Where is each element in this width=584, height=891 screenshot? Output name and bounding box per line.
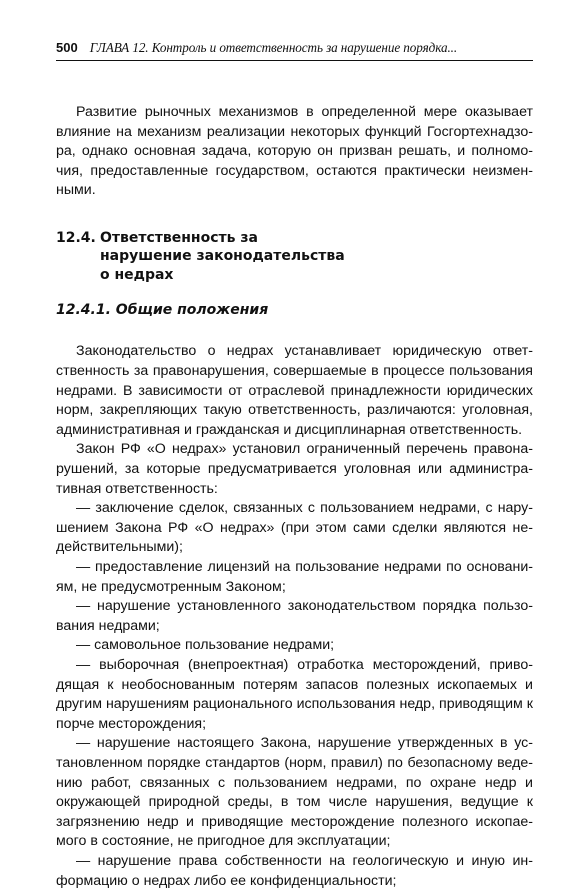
list-item: — нарушение права собственности на геологическую и иную информацию о недрах либо ее конфиденциальности; [56, 852, 533, 889]
book-page [56, 40, 533, 891]
running-header [56, 40, 533, 61]
list-item: — нарушение настоящего Закона, нарушение утвержденных в установленном порядке стандартов (норм, правил) по безопасному ведению работ, связанных с пользованием недрами, по охране недр и окружающей природной среды, в том числе нарушения, ведущие к загрязнению недр и приводящие месторождение полезного ископаемого в состояние, не пригодное для эксплуатации; [56, 735, 533, 850]
list-item: — самовольное пользование недрами; [76, 637, 335, 654]
list-item: — заключение сделок, связанных с пользованием недрами, с нарушением Закона РФ «О недрах» (при этом сами сделки являются недействительными); [56, 500, 533, 556]
section-number: 12.4. [56, 229, 96, 246]
list-item: — нарушение установленного законодательством порядка пользования недрами; [56, 598, 533, 634]
paragraph: Закон РФ «О недрах» установил ограниченный перечень правонарушений, за которые предусматривается уголовная или административная ответственность: [56, 441, 533, 497]
page-number: 500 [56, 40, 78, 55]
section-title: Ответственность за нарушение законодательства о недрах [100, 229, 345, 283]
running-title: ГЛАВА 12. Контроль и ответственность за нарушение порядка... [89, 40, 458, 55]
subsection-heading: 12.4.1. Общие положения [56, 302, 269, 319]
list-item: — предоставление лицензий на пользование недрами по основаниям, не предусмотренным Законом; [56, 559, 533, 595]
paragraph: Законодательство о недрах устанавливает юридическую ответственность за правонарушения, совершаемые в процессе пользования недрами. В зависимости от отраслевой принадлежности юридических норм, закрепляющих такую ответственность, различаются: уголовная, административная и гражданская и дисциплинарная ответственность. [56, 343, 533, 438]
list-item: — выборочная (внепроектная) отработка месторождений, приводящая к необоснованным потерям запасов полезных ископаемых и другим нарушениям рационального использования недр, приводящим к порче месторождения; [56, 656, 533, 732]
section-heading [56, 229, 533, 285]
intro-paragraph: Развитие рыночных механизмов в определенной мере оказывает влияние на механизм реализации некоторых функций Госгортехнадзора, однако основная задача, которую он призван решать, и полномочия, предоставленные государством, остаются практически неизменными. [56, 104, 533, 199]
body-paragraphs [56, 342, 533, 891]
